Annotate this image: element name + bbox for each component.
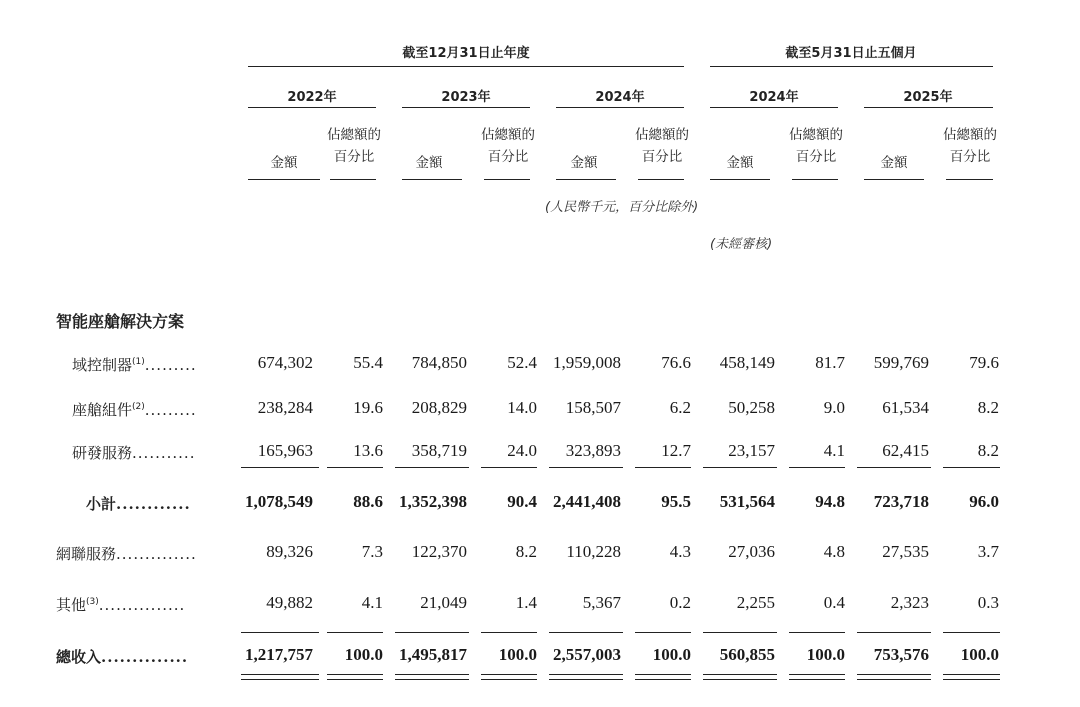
amount-cell: 599,769 bbox=[873, 353, 929, 372]
row-label: 網聯服務.............. bbox=[56, 545, 197, 563]
subtotal-rule bbox=[857, 467, 931, 468]
amount-cell: 5,367 bbox=[582, 593, 621, 612]
percent-cell: 90.4 bbox=[507, 492, 537, 511]
subtotal-rule bbox=[241, 467, 319, 468]
double-rule-segment bbox=[635, 674, 691, 675]
percent-cell: 1.4 bbox=[515, 593, 537, 612]
subtotal-rule bbox=[943, 467, 1000, 468]
total-rule bbox=[327, 632, 383, 633]
total-rule bbox=[635, 632, 691, 633]
subtotal-rule bbox=[395, 467, 469, 468]
col-rule bbox=[484, 179, 530, 180]
percent-cell: 100.0 bbox=[806, 645, 845, 664]
percent-cell: 100.0 bbox=[960, 645, 999, 664]
amount-cell: 1,352,398 bbox=[399, 492, 467, 511]
amount-cell: 2,255 bbox=[736, 593, 775, 612]
row-label: 域控制器$^{(1)}$......... bbox=[72, 356, 197, 374]
group-header-rule bbox=[710, 66, 993, 67]
subtotal-rule bbox=[327, 467, 383, 468]
amount-cell: 158,507 bbox=[565, 398, 621, 417]
col-header-pct: 佔總額的 百分比 bbox=[481, 127, 535, 165]
amount-cell: 62,415 bbox=[882, 441, 929, 460]
amount-cell: 89,326 bbox=[266, 542, 313, 561]
amount-cell: 61,534 bbox=[882, 398, 929, 417]
amount-cell: 23,157 bbox=[728, 441, 775, 460]
percent-cell: 76.6 bbox=[661, 353, 691, 372]
double-rule-segment bbox=[943, 679, 1000, 680]
amount-cell: 1,217,757 bbox=[245, 645, 313, 664]
percent-cell: 81.7 bbox=[815, 353, 845, 372]
amount-cell: 2,441,408 bbox=[553, 492, 621, 511]
total-rule bbox=[943, 632, 1000, 633]
row-label: 研發服務........... bbox=[72, 444, 196, 462]
col-header-amount: 金額 bbox=[570, 155, 598, 171]
percent-cell: 12.7 bbox=[661, 441, 691, 460]
col-rule bbox=[556, 179, 616, 180]
amount-cell: 2,557,003 bbox=[553, 645, 621, 664]
percent-cell: 3.7 bbox=[977, 542, 999, 561]
amount-cell: 784,850 bbox=[411, 353, 467, 372]
double-rule-segment bbox=[549, 674, 623, 675]
total-rule bbox=[241, 632, 319, 633]
year-header: 2022年 bbox=[287, 90, 337, 105]
unaudited-note: (未經審核) bbox=[710, 237, 773, 252]
total-rule bbox=[703, 632, 777, 633]
col-header-amount: 金額 bbox=[726, 155, 754, 171]
double-rule-segment bbox=[789, 679, 845, 680]
percent-cell: 100.0 bbox=[498, 645, 537, 664]
unit-note: (人民幣千元，百分比除外) bbox=[545, 200, 699, 215]
total-rule bbox=[395, 632, 469, 633]
col-rule bbox=[638, 179, 684, 180]
subtotal-rule bbox=[549, 467, 623, 468]
percent-cell: 52.4 bbox=[507, 353, 537, 372]
amount-cell: 50,258 bbox=[728, 398, 775, 417]
amount-cell: 1,078,549 bbox=[245, 492, 313, 511]
double-rule-segment bbox=[943, 674, 1000, 675]
amount-cell: 165,963 bbox=[257, 441, 313, 460]
double-rule-segment bbox=[481, 674, 537, 675]
double-rule-segment bbox=[789, 674, 845, 675]
amount-cell: 21,049 bbox=[420, 593, 467, 612]
total-rule bbox=[481, 632, 537, 633]
percent-cell: 4.3 bbox=[669, 542, 691, 561]
percent-cell: 4.8 bbox=[823, 542, 845, 561]
double-rule-segment bbox=[703, 679, 777, 680]
amount-cell: 458,149 bbox=[719, 353, 775, 372]
percent-cell: 4.1 bbox=[823, 441, 845, 460]
percent-cell: 0.4 bbox=[823, 593, 845, 612]
group-header-five-months: 截至5月31日止五個月 bbox=[785, 46, 917, 61]
col-header-amount: 金額 bbox=[415, 155, 443, 171]
row-label: 座艙組件$^{(2)}$......... bbox=[72, 401, 197, 419]
total-rule bbox=[857, 632, 931, 633]
percent-cell: 100.0 bbox=[344, 645, 383, 664]
percent-cell: 95.5 bbox=[661, 492, 691, 511]
percent-cell: 4.1 bbox=[361, 593, 383, 612]
col-rule bbox=[864, 179, 924, 180]
year-header: 2025年 bbox=[903, 90, 953, 105]
total-rule bbox=[789, 632, 845, 633]
amount-cell: 723,718 bbox=[873, 492, 929, 511]
percent-cell: 8.2 bbox=[977, 398, 999, 417]
total-rule bbox=[549, 632, 623, 633]
double-rule-segment bbox=[327, 679, 383, 680]
double-rule-segment bbox=[857, 679, 931, 680]
amount-cell: 238,284 bbox=[257, 398, 313, 417]
subtotal-rule bbox=[703, 467, 777, 468]
col-header-amount: 金額 bbox=[880, 155, 908, 171]
amount-cell: 49,882 bbox=[266, 593, 313, 612]
year-header: 2024年 bbox=[749, 90, 799, 105]
percent-cell: 8.2 bbox=[515, 542, 537, 561]
col-header-amount: 金額 bbox=[270, 155, 298, 171]
amount-cell: 1,495,817 bbox=[399, 645, 467, 664]
double-rule-segment bbox=[241, 674, 319, 675]
percent-cell: 79.6 bbox=[969, 353, 999, 372]
amount-cell: 753,576 bbox=[873, 645, 929, 664]
amount-cell: 110,228 bbox=[566, 542, 621, 561]
amount-cell: 560,855 bbox=[719, 645, 775, 664]
double-rule-segment bbox=[395, 679, 469, 680]
percent-cell: 0.2 bbox=[669, 593, 691, 612]
percent-cell: 9.0 bbox=[823, 398, 845, 417]
double-rule-segment bbox=[481, 679, 537, 680]
year-header: 2024年 bbox=[595, 90, 645, 105]
col-rule bbox=[946, 179, 993, 180]
percent-cell: 96.0 bbox=[969, 492, 999, 511]
row-label: 小計............ bbox=[86, 495, 191, 513]
col-header-pct: 佔總額的 百分比 bbox=[635, 127, 689, 165]
amount-cell: 208,829 bbox=[411, 398, 467, 417]
percent-cell: 24.0 bbox=[507, 441, 537, 460]
double-rule-segment bbox=[395, 674, 469, 675]
amount-cell: 2,323 bbox=[890, 593, 929, 612]
group-header-fiscal-year: 截至12月31日止年度 bbox=[402, 46, 530, 61]
year-rule bbox=[402, 107, 530, 108]
subtotal-rule bbox=[789, 467, 845, 468]
col-rule bbox=[330, 179, 376, 180]
percent-cell: 55.4 bbox=[353, 353, 383, 372]
percent-cell: 19.6 bbox=[353, 398, 383, 417]
percent-cell: 14.0 bbox=[507, 398, 537, 417]
amount-cell: 674,302 bbox=[257, 353, 313, 372]
double-rule-segment bbox=[327, 674, 383, 675]
amount-cell: 531,564 bbox=[719, 492, 775, 511]
percent-cell: 6.2 bbox=[669, 398, 691, 417]
group-header-rule bbox=[248, 66, 684, 67]
percent-cell: 94.8 bbox=[815, 492, 845, 511]
row-label: 總收入.............. bbox=[56, 648, 189, 666]
percent-cell: 13.6 bbox=[353, 441, 383, 460]
year-header: 2023年 bbox=[441, 90, 491, 105]
percent-cell: 8.2 bbox=[977, 441, 999, 460]
amount-cell: 27,036 bbox=[728, 542, 775, 561]
subtotal-rule bbox=[481, 467, 537, 468]
amount-cell: 122,370 bbox=[411, 542, 467, 561]
double-rule-segment bbox=[703, 674, 777, 675]
col-rule bbox=[710, 179, 770, 180]
double-rule-segment bbox=[549, 679, 623, 680]
col-header-pct: 佔總額的 百分比 bbox=[789, 127, 843, 165]
double-rule-segment bbox=[857, 674, 931, 675]
percent-cell: 100.0 bbox=[652, 645, 691, 664]
year-rule bbox=[248, 107, 376, 108]
col-header-pct: 佔總額的 百分比 bbox=[327, 127, 381, 165]
amount-cell: 358,719 bbox=[411, 441, 467, 460]
double-rule-segment bbox=[635, 679, 691, 680]
col-rule bbox=[792, 179, 838, 180]
col-rule bbox=[402, 179, 462, 180]
percent-cell: 0.3 bbox=[977, 593, 999, 612]
year-rule bbox=[710, 107, 838, 108]
double-rule-segment bbox=[241, 679, 319, 680]
subtotal-rule bbox=[635, 467, 691, 468]
row-label: 其他$^{(3)}$............... bbox=[56, 596, 186, 614]
amount-cell: 1,959,008 bbox=[553, 353, 621, 372]
section-title: 智能座艙解決方案 bbox=[56, 312, 185, 331]
percent-cell: 88.6 bbox=[353, 492, 383, 511]
amount-cell: 27,535 bbox=[882, 542, 929, 561]
year-rule bbox=[556, 107, 684, 108]
col-header-pct: 佔總額的 百分比 bbox=[943, 127, 997, 165]
amount-cell: 323,893 bbox=[565, 441, 621, 460]
col-rule bbox=[248, 179, 320, 180]
percent-cell: 7.3 bbox=[361, 542, 383, 561]
year-rule bbox=[864, 107, 993, 108]
